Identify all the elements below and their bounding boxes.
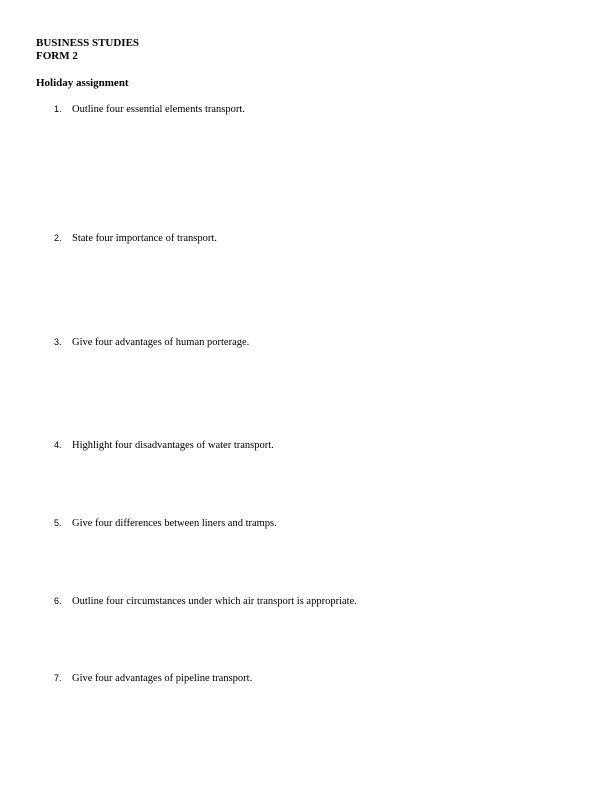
- question-number: 7.: [54, 673, 62, 683]
- question-item: [54, 232, 217, 245]
- question-number: 6.: [54, 596, 62, 606]
- assignment-title: Holiday assignment: [36, 77, 129, 89]
- question-item: [54, 439, 274, 452]
- question-text: State four importance of transport.: [72, 233, 217, 244]
- question-number: 4.: [54, 440, 62, 450]
- question-number: 1.: [54, 104, 62, 114]
- subject-heading: BUSINESS STUDIES: [36, 37, 140, 49]
- form-heading: FORM 2: [36, 50, 78, 62]
- question-item: [54, 336, 249, 349]
- question-number: 2.: [54, 233, 62, 243]
- question-item: [54, 517, 277, 530]
- question-item: [54, 595, 357, 608]
- question-text: Highlight four disadvantages of water transport.: [72, 440, 274, 451]
- question-text: Outline four essential elements transport.: [72, 104, 245, 115]
- question-text: Give four advantages of human porterage.: [72, 337, 250, 348]
- question-item: [54, 672, 252, 685]
- question-item: [54, 103, 245, 116]
- question-number: 5.: [54, 518, 62, 528]
- question-text: Give four advantages of pipeline transport.: [72, 673, 253, 684]
- question-number: 3.: [54, 337, 62, 347]
- question-text: Outline four circumstances under which air transport is appropriate.: [72, 596, 357, 607]
- question-text: Give four differences between liners and tramps.: [72, 518, 277, 529]
